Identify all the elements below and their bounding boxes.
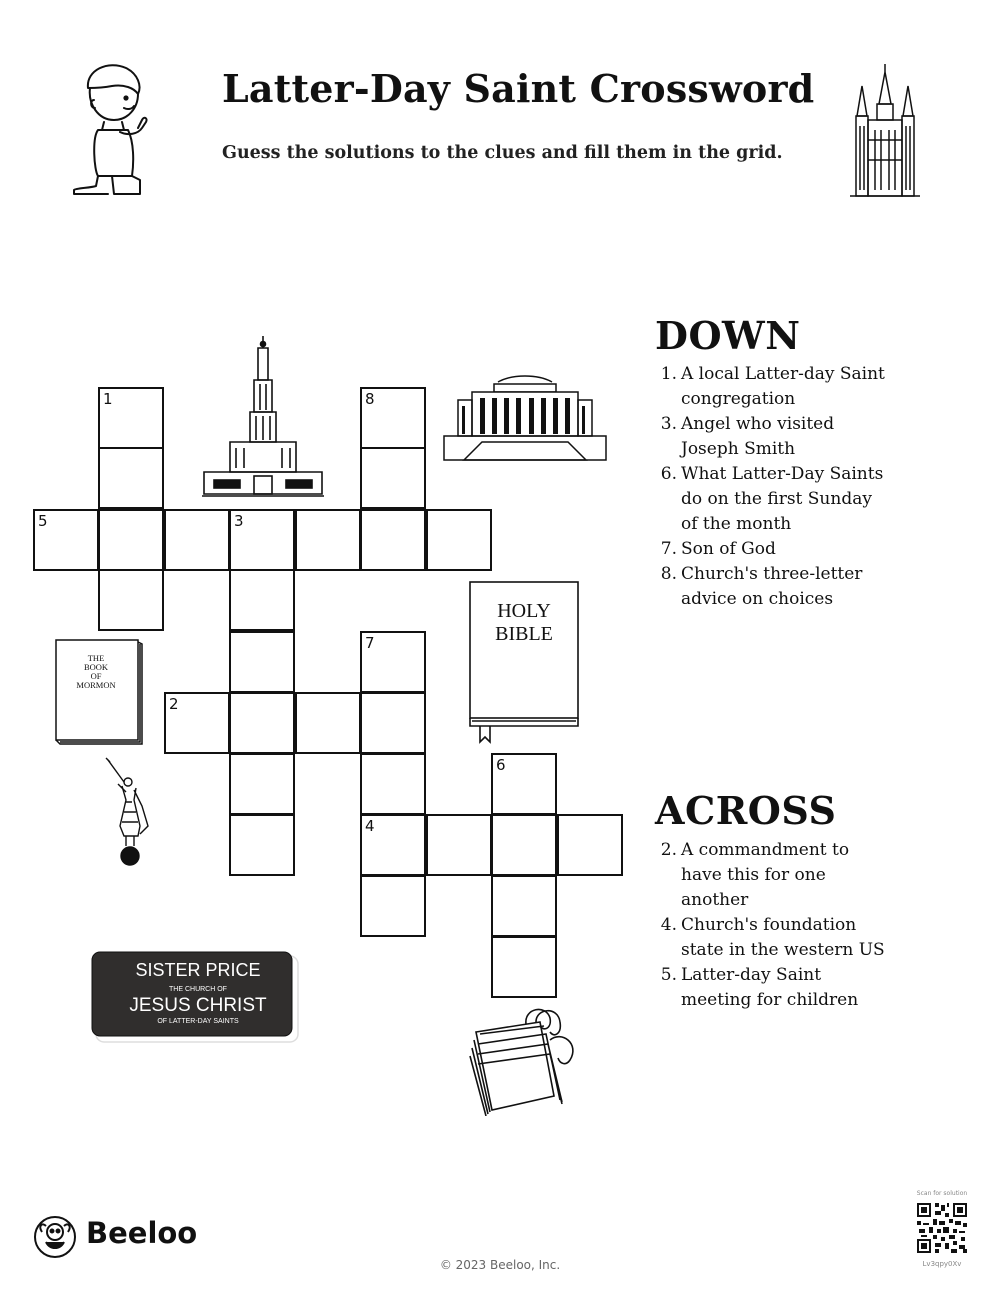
clue-item (655, 462, 885, 537)
clue-item-number: 6. (660, 464, 677, 484)
clue-item-text: Church's three-letter advice on choices (681, 564, 863, 609)
angel-moroni-icon (104, 756, 156, 868)
clue-item-number: 7. (660, 539, 677, 559)
clue-item-number: 5. (660, 965, 677, 985)
grid-cell[interactable] (557, 814, 623, 876)
name-tag-line3: OF LATTER-DAY SAINTS (157, 1018, 239, 1025)
clue-item (655, 537, 885, 562)
clue-item-number: 4. (660, 915, 677, 935)
grid-cell[interactable] (360, 631, 426, 693)
grid-cell[interactable] (98, 569, 164, 631)
grid-cell[interactable] (360, 814, 426, 876)
clue-item (655, 913, 885, 963)
brand-name: Beeloo (86, 1216, 198, 1250)
grid-cell[interactable] (229, 753, 295, 815)
grid-cell[interactable] (98, 387, 164, 449)
qr-code-text: Lv3qpy0Xv (922, 1260, 962, 1268)
down-clue-list (655, 362, 885, 612)
grid-cell[interactable] (360, 875, 426, 937)
clue-item (655, 838, 885, 913)
clue-item-text: A local Latter-day Saint congregation (681, 364, 885, 409)
name-tag-line2: JESUS CHRIST (129, 995, 267, 1016)
clue-item-text: A commandment to have this for one another (681, 840, 850, 910)
clue-item (655, 362, 885, 412)
page-subtitle: Guess the solutions to the clues and fill them in the grid. (222, 143, 783, 163)
clue-number: 5 (38, 512, 48, 530)
flash-cards-icon (466, 1000, 582, 1116)
grid-cell[interactable] (33, 509, 99, 571)
temple-icon (848, 60, 922, 200)
clue-item-text: Latter-day Saint meeting for children (681, 965, 859, 1010)
bom-title-line1: THE (87, 653, 105, 663)
clue-number: 7 (365, 634, 375, 652)
bom-title-line4: MORMON (76, 680, 116, 690)
clue-number: 6 (496, 756, 506, 774)
clue-number: 2 (169, 695, 179, 713)
qr-code-icon[interactable] (917, 1203, 967, 1253)
clue-item-number: 1. (660, 364, 677, 384)
grid-cell[interactable] (426, 509, 492, 571)
grid-cell[interactable] (98, 509, 164, 571)
name-tag-name: SISTER PRICE (135, 960, 261, 980)
bible-title-line1: HOLY (497, 600, 551, 622)
clue-number: 8 (365, 390, 375, 408)
grid-cell[interactable] (164, 692, 230, 754)
praying-child-icon (68, 58, 158, 200)
grid-cell[interactable] (491, 936, 557, 998)
grid-cell[interactable] (164, 509, 230, 571)
grid-cell[interactable] (229, 631, 295, 693)
grid-cell[interactable] (229, 509, 295, 571)
grid-cell[interactable] (229, 814, 295, 876)
clue-number: 1 (103, 390, 113, 408)
clue-item (655, 963, 885, 1013)
qr-label: Scan for solution (916, 1190, 968, 1197)
grid-cell[interactable] (295, 692, 361, 754)
bom-title-line2: BOOK (83, 662, 109, 672)
grid-cell[interactable] (491, 875, 557, 937)
temple-building-icon (442, 372, 608, 466)
beeloo-logo-icon (32, 1214, 78, 1260)
grid-cell[interactable] (229, 692, 295, 754)
grid-cell[interactable] (360, 692, 426, 754)
bom-title-line3: OF (90, 671, 102, 681)
copyright-text: © 2023 Beeloo, Inc. (439, 1258, 561, 1272)
grid-cell[interactable] (491, 814, 557, 876)
grid-cell[interactable] (360, 447, 426, 509)
clue-item-number: 8. (660, 564, 677, 584)
down-heading: DOWN (655, 313, 801, 358)
bible-title-line2: BIBLE (495, 623, 553, 645)
grid-cell[interactable] (491, 753, 557, 815)
grid-cell[interactable] (360, 753, 426, 815)
across-heading: ACROSS (655, 788, 837, 833)
clue-item-number: 3. (660, 414, 677, 434)
grid-cell[interactable] (426, 814, 492, 876)
grid-cell[interactable] (229, 569, 295, 631)
name-tag-line1: THE CHURCH OF (169, 986, 227, 993)
clue-item-text: What Latter-Day Saints do on the first Sunday of the month (681, 464, 884, 534)
grid-cell[interactable] (295, 509, 361, 571)
grid-cell[interactable] (360, 387, 426, 449)
temple-spire-icon (200, 334, 326, 500)
grid-cell[interactable] (360, 509, 426, 571)
clue-item (655, 412, 885, 462)
clue-number: 3 (234, 512, 244, 530)
clue-number: 4 (365, 817, 375, 835)
clue-item (655, 562, 885, 612)
clue-item-text: Angel who visited Joseph Smith (681, 414, 835, 459)
clue-item-number: 2. (660, 840, 677, 860)
page-title: Latter-Day Saint Crossword (222, 66, 815, 111)
grid-cell[interactable] (98, 447, 164, 509)
clue-item-text: Son of God (681, 539, 776, 559)
clue-item-text: Church's foundation state in the western US (681, 915, 885, 960)
across-clue-list (655, 838, 885, 1013)
